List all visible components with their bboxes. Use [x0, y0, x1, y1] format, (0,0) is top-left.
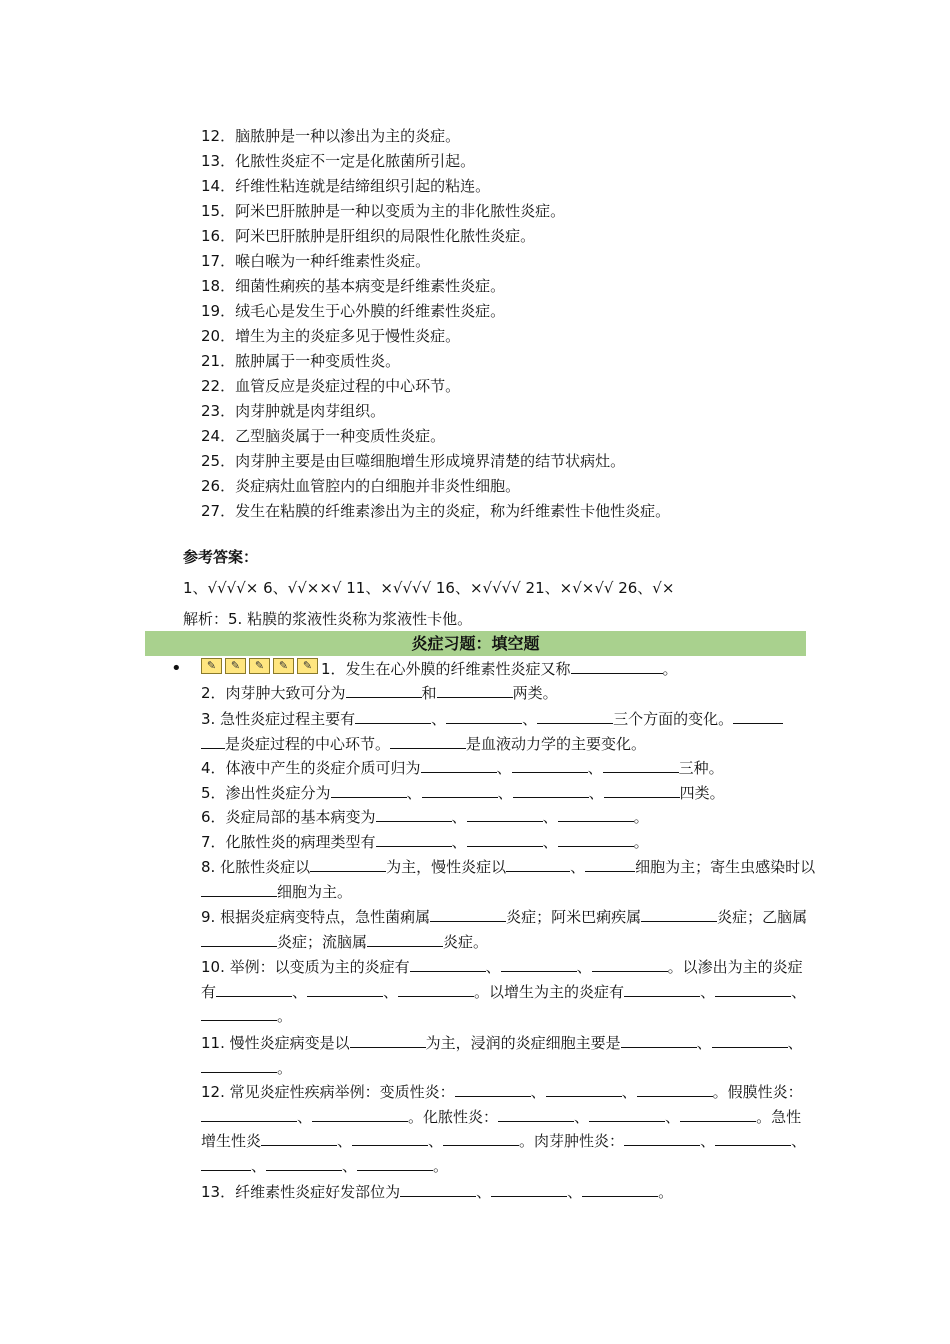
list-item: 19．绒毛心是发生于心外膜的纤维素性炎症。 [201, 302, 506, 320]
separator: 、 [297, 1107, 313, 1126]
answer-blank [546, 1082, 622, 1097]
answer-blank [398, 982, 474, 997]
list-item: 26．炎症病灶血管腔内的白细胞并非炎性细胞。 [201, 477, 521, 495]
question-text: 5．渗出性炎症分为 [201, 784, 331, 802]
answer-blank [216, 982, 292, 997]
pencil-icon: ✎ [273, 658, 294, 674]
list-item: 13．化脓性炎症不一定是化脓菌所引起。 [201, 152, 476, 170]
answer-blank [446, 709, 522, 724]
answer-blank [558, 807, 634, 822]
list-item: 24．乙型脑炎属于一种变质性炎症。 [201, 427, 446, 445]
question-text: 为主，慢性炎症以 [386, 858, 507, 876]
question-text: 10. 举例：以变质为主的炎症有 [201, 958, 410, 976]
question-text: 。 [277, 1058, 293, 1077]
pencil-icon: ✎ [225, 658, 246, 674]
true-false-list [201, 124, 841, 524]
answer-blank [201, 1107, 297, 1122]
question-text: 三种。 [678, 759, 724, 777]
separator: 、 [542, 808, 558, 826]
separator: 、 [406, 784, 422, 802]
answer-blank [680, 1107, 756, 1122]
separator: 、 [451, 833, 467, 851]
list-item: 22．血管反应是炎症过程的中心环节。 [201, 377, 461, 395]
separator: 、 [476, 1183, 492, 1201]
question-text: 1．发生在心外膜的纤维素性炎症又称 [321, 660, 571, 678]
separator: 、 [587, 759, 603, 777]
question-text: 。以渗出为主的炎症有 [201, 958, 803, 1001]
separator: 、 [383, 982, 399, 1001]
pencil-icon: ✎ [249, 658, 270, 674]
answer-blank [376, 807, 452, 822]
question-text: 7．化脓性炎的病理类型有 [201, 833, 376, 851]
answer-blank [376, 832, 452, 847]
list-item: 17．喉白喉为一种纤维素性炎症。 [201, 252, 431, 270]
question-text: 8. 化脓性炎症以 [201, 858, 311, 876]
answer-blank [443, 1131, 519, 1146]
pencil-icon: ✎ [297, 658, 318, 674]
fill-question-13 [201, 1180, 816, 1205]
separator: 、 [791, 1132, 807, 1150]
question-text: 和 [421, 684, 437, 702]
answer-blank [400, 1182, 476, 1197]
separator: 、 [496, 759, 512, 777]
answer-blank [491, 1182, 567, 1197]
separator: 、 [451, 808, 467, 826]
answer-blank [712, 1033, 788, 1048]
answer-blank [558, 832, 634, 847]
question-text: 是血液动力学的主要变化。 [466, 734, 647, 753]
answer-blank [201, 1156, 251, 1171]
answer-blank [537, 709, 613, 724]
question-text: 9. 根据炎症病变特点，急性菌痢属 [201, 908, 431, 926]
separator: 、 [791, 982, 807, 1001]
fill-question-12 [201, 1080, 816, 1178]
answer-blank [312, 1107, 408, 1122]
answer-blank [201, 882, 277, 897]
list-item: 23．肉芽肿就是肉芽组织。 [201, 402, 386, 420]
list-item: 16．阿米巴肝脓肿是肝组织的局限性化脓性炎症。 [201, 227, 536, 245]
icon-strip [201, 658, 321, 674]
question-text: 炎症；乙脑属 [717, 908, 808, 926]
question-text: 13．纤维素性炎症好发部位为 [201, 1183, 401, 1201]
list-item: 25．肉芽肿主要是由巨噬细胞增生形成境界清楚的结节状病灶。 [201, 452, 626, 470]
answer-blank [603, 758, 679, 773]
question-text: 。急性增生性炎 [201, 1107, 802, 1150]
answer-blank [592, 957, 668, 972]
list-item: 18．细菌性痢疾的基本病变是纤维素性炎症。 [201, 277, 506, 295]
list-item: 21．脓肿属于一种变质性炎。 [201, 352, 401, 370]
separator: 、 [251, 1156, 267, 1175]
answer-blank [350, 1033, 426, 1048]
answer-blank [352, 1131, 428, 1146]
answer-blank [585, 857, 635, 872]
separator: 、 [542, 833, 558, 851]
answer-blank [357, 1156, 433, 1171]
section-heading: 炎症习题：填空题 [145, 631, 806, 656]
separator: 、 [292, 982, 308, 1001]
list-item: 20．增生为主的炎症多见于慢性炎症。 [201, 327, 461, 345]
separator: 、 [431, 710, 447, 728]
answer-blank [355, 709, 431, 724]
question-text: 炎症；阿米巴痢疾属 [506, 908, 642, 926]
answer-blank [621, 1033, 697, 1048]
fill-question-6 [201, 805, 816, 830]
separator: 、 [428, 1132, 444, 1150]
answer-blank [421, 758, 497, 773]
separator: 、 [588, 784, 604, 802]
question-text: 。 [633, 808, 649, 826]
separator: 、 [337, 1132, 353, 1150]
question-text: 是炎症过程的中心环节。 [225, 734, 391, 753]
answer-blank [467, 807, 543, 822]
answer-blank [390, 734, 466, 749]
question-text: 。 [633, 833, 649, 851]
fill-question-9 [201, 905, 816, 954]
separator: 、 [576, 958, 592, 976]
answer-blank [733, 709, 783, 724]
fill-question-11 [201, 1031, 816, 1080]
question-text: 。 [433, 1156, 449, 1175]
fill-question-7 [201, 830, 816, 855]
answer-blank [261, 1131, 337, 1146]
answer-blank [715, 1131, 791, 1146]
question-text: 。以增生为主的炎症有 [474, 982, 625, 1001]
answer-blank [501, 957, 577, 972]
answer-blank [346, 683, 422, 698]
answer-blank [455, 1082, 531, 1097]
answer-blank [201, 1058, 277, 1073]
separator: 、 [530, 1083, 546, 1101]
separator: 、 [522, 710, 538, 728]
separator: 、 [700, 1132, 716, 1150]
pencil-icon: ✎ [201, 658, 222, 674]
fill-question-1 [321, 657, 741, 682]
separator: 、 [696, 1034, 712, 1052]
question-text: 6．炎症局部的基本病变为 [201, 808, 376, 826]
fill-question-3 [201, 707, 816, 756]
list-item: 27．发生在粘膜的纤维素渗出为主的炎症，称为纤维素性卡他性炎症。 [201, 502, 671, 520]
separator: 、 [665, 1107, 681, 1126]
fill-question-5 [201, 781, 816, 806]
separator: 、 [621, 1083, 637, 1101]
analysis-line: 解析：5. 粘膜的浆液性炎称为浆液性卡他。 [183, 610, 473, 628]
question-text: 为主，浸润的炎症细胞主要是 [425, 1034, 621, 1052]
question-text: 炎症。 [443, 932, 489, 951]
fill-question-2 [201, 681, 816, 706]
answer-blank [512, 758, 588, 773]
fill-question-4 [201, 756, 816, 781]
list-item: 12．脑脓肿是一种以渗出为主的炎症。 [201, 127, 461, 145]
question-text: 11. 慢性炎症病变是以 [201, 1034, 350, 1052]
answer-blank [624, 982, 700, 997]
question-text: 。肉芽肿性炎： [519, 1132, 625, 1150]
answer-blank [201, 1006, 277, 1021]
answer-blank [331, 783, 407, 798]
separator: 、 [570, 858, 586, 876]
answer-blank [604, 783, 680, 798]
answer-blank [201, 932, 277, 947]
question-text: 两类。 [512, 684, 558, 702]
answer-blank [430, 907, 506, 922]
answer-blank [467, 832, 543, 847]
question-text: 。化脓性炎： [408, 1107, 499, 1126]
answer-blank [506, 857, 570, 872]
answer-blank [637, 1082, 713, 1097]
bullet-marker: • [171, 658, 182, 679]
answer-blank [307, 982, 383, 997]
answer-blank [715, 982, 791, 997]
question-text: 12. 常见炎症性疾病举例：变质性炎： [201, 1083, 455, 1101]
answer-blank [201, 734, 225, 749]
question-text: 三个方面的变化。 [613, 710, 734, 728]
answer-blank [641, 907, 717, 922]
answer-blank [624, 1131, 700, 1146]
answer-blank [437, 683, 513, 698]
question-text: 4．体液中产生的炎症介质可归为 [201, 759, 421, 777]
separator: 、 [787, 1034, 803, 1052]
question-text: 。 [277, 1007, 293, 1025]
question-text: 细胞为主。 [277, 882, 353, 901]
answers-line: 1、√√√√× 6、√√××√ 11、×√√√√ 16、×√√√√ 21、×√×√√ 26、√× [183, 579, 675, 597]
answer-blank [498, 1107, 574, 1122]
answer-blank [571, 659, 663, 674]
answer-blank [266, 1156, 342, 1171]
answer-blank [410, 957, 486, 972]
question-text: 。 [658, 1183, 674, 1201]
separator: 、 [342, 1156, 358, 1175]
fill-question-8 [201, 855, 816, 904]
answer-blank [422, 783, 498, 798]
answers-heading: 参考答案： [183, 548, 259, 566]
fill-question-10 [201, 955, 816, 1029]
answer-blank [582, 1182, 658, 1197]
answer-blank [310, 857, 386, 872]
answer-blank [367, 932, 443, 947]
question-text: 3. 急性炎症过程主要有 [201, 710, 356, 728]
separator: 、 [700, 982, 716, 1001]
question-text: 2．肉芽肿大致可分为 [201, 684, 346, 702]
list-item: 15．阿米巴肝脓肿是一种以变质为主的非化脓性炎症。 [201, 202, 566, 220]
question-text: 炎症；流脑属 [277, 932, 368, 951]
question-text: 四类。 [679, 784, 725, 802]
separator: 、 [485, 958, 501, 976]
question-text: 。 [662, 660, 678, 678]
separator: 、 [567, 1183, 583, 1201]
separator: 、 [497, 784, 513, 802]
separator: 、 [574, 1107, 590, 1126]
answer-blank [513, 783, 589, 798]
question-text: 。假膜性炎： [712, 1083, 803, 1101]
list-item: 14．纤维性粘连就是结缔组织引起的粘连。 [201, 177, 491, 195]
answer-blank [589, 1107, 665, 1122]
question-text: 细胞为主；寄生虫感染时以 [635, 858, 816, 876]
